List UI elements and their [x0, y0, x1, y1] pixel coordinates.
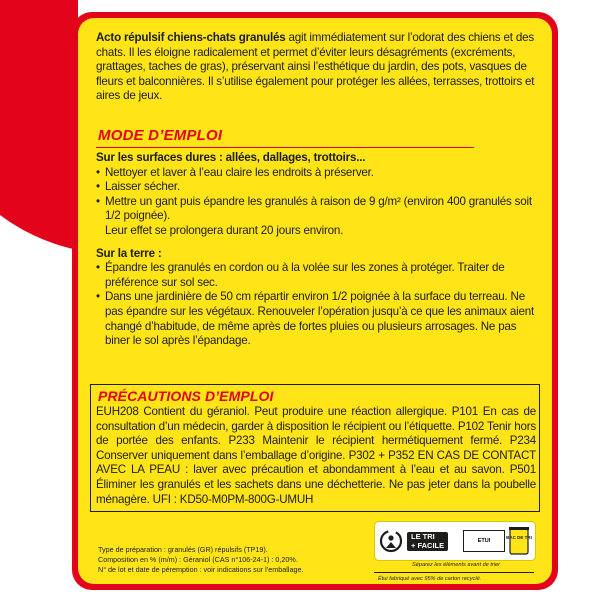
triman-caption: Séparez les éléments avant de trier: [412, 562, 500, 568]
triman-recycling-logo: [374, 521, 536, 561]
composition-info: [98, 545, 368, 574]
product-name: Acto répulsif chiens-chats granulés: [96, 31, 286, 44]
mode-title-underline: [96, 147, 474, 148]
lot-info: N° de lot et date de péremption : voir indications sur l’emballage.: [98, 564, 304, 574]
precautions-title: PRÉCAUTIONS D’EMPLOI: [98, 388, 274, 404]
hard-surfaces-heading: Sur les surfaces dures : allées, dallages, trottoirs...: [96, 151, 366, 164]
divider: [374, 572, 534, 573]
list-item: • Dans une jardinière de 50 cm répartir environ 1/2 poignée à la surface du terreau. Ne pas épandre sur les végétaux. Renouveler l’opération jusqu’à ce que les animaux aient changé d’habitude, de même après de fortes pluies ou plusieurs arrosages. Ne pas biner le sol après l’épandage.: [96, 290, 540, 348]
mode-emploi-title: MODE D’EMPLOI: [98, 127, 223, 144]
recycling-bin-icon: [508, 525, 530, 556]
composition: Composition en % (m/m) : Géraniol (CAS n°106-24-1) : 0,20%.: [98, 554, 298, 564]
effect-duration-note: Leur effet se prolongera durant 20 jours environ.: [105, 223, 344, 237]
list-item: • Nettoyer et laver à l’eau claire les endroits à préserver.: [96, 166, 540, 181]
soil-heading: Sur la terre :: [96, 246, 162, 260]
list-item: • Laisser sécher.: [96, 180, 540, 195]
recycled-carton-note: Étui fabriqué avec 95% de carton recyclé.: [378, 576, 482, 582]
preparation-type: Type de préparation : granulés (GR) répulsifs (TP19).: [98, 545, 268, 554]
precautions-text: EUH208 Contient du géraniol. Peut produire une réaction allergique. P101 En cas de consultation d’un médecin, garder à disposition le récipient ou l’étiquette. P102 Tenir hors de portée des enfants. P233 Maintenir le récipient hermétiquement fermé. P234 Conserver uniquement dans l’emballage d’origine. P302 + P352 EN CAS DE CONTACT AVEC LA PEAU : laver avec précaution et abondamment à l’eau et au savon. P501 Éliminer les granulés et les sachets dans une déchetterie. Ne pas jeter dans la poubelle ménagère. UFI : KD50-M0PM-800G-UMUH: [96, 405, 536, 506]
intro-paragraph: [96, 31, 540, 104]
le-tri-facile-badge: LE TRI + FACILE: [407, 532, 448, 551]
list-item: • Mettre un gant puis épandre les granulés à raison de 9 g/m² (environ 400 granulés soit 1/2 poignée).: [96, 195, 540, 224]
bin-label: BAC DE TRI: [506, 535, 532, 540]
list-item: • Épandre les granulés en cordon ou à la volée sur les zones à protéger. Traiter de préférence sur sol sec.: [96, 261, 540, 290]
triman-icon: [379, 529, 403, 553]
etui-item: ETUI: [463, 530, 505, 552]
intro-text: agit immédiatement sur l’odorat des chiens et des chats. Il les éloigne radicalement et permet d’éviter leurs désagréments (excréments, grattages, taches de gras), préservant ainsi l’esthétique du jardin, des pots, vasques de fleurs et balconnières. Il s’utilise également pour protéger les allées, terrasses, trottoirs et aires de jeux.: [96, 31, 535, 103]
mode-emploi-section: [96, 151, 540, 349]
